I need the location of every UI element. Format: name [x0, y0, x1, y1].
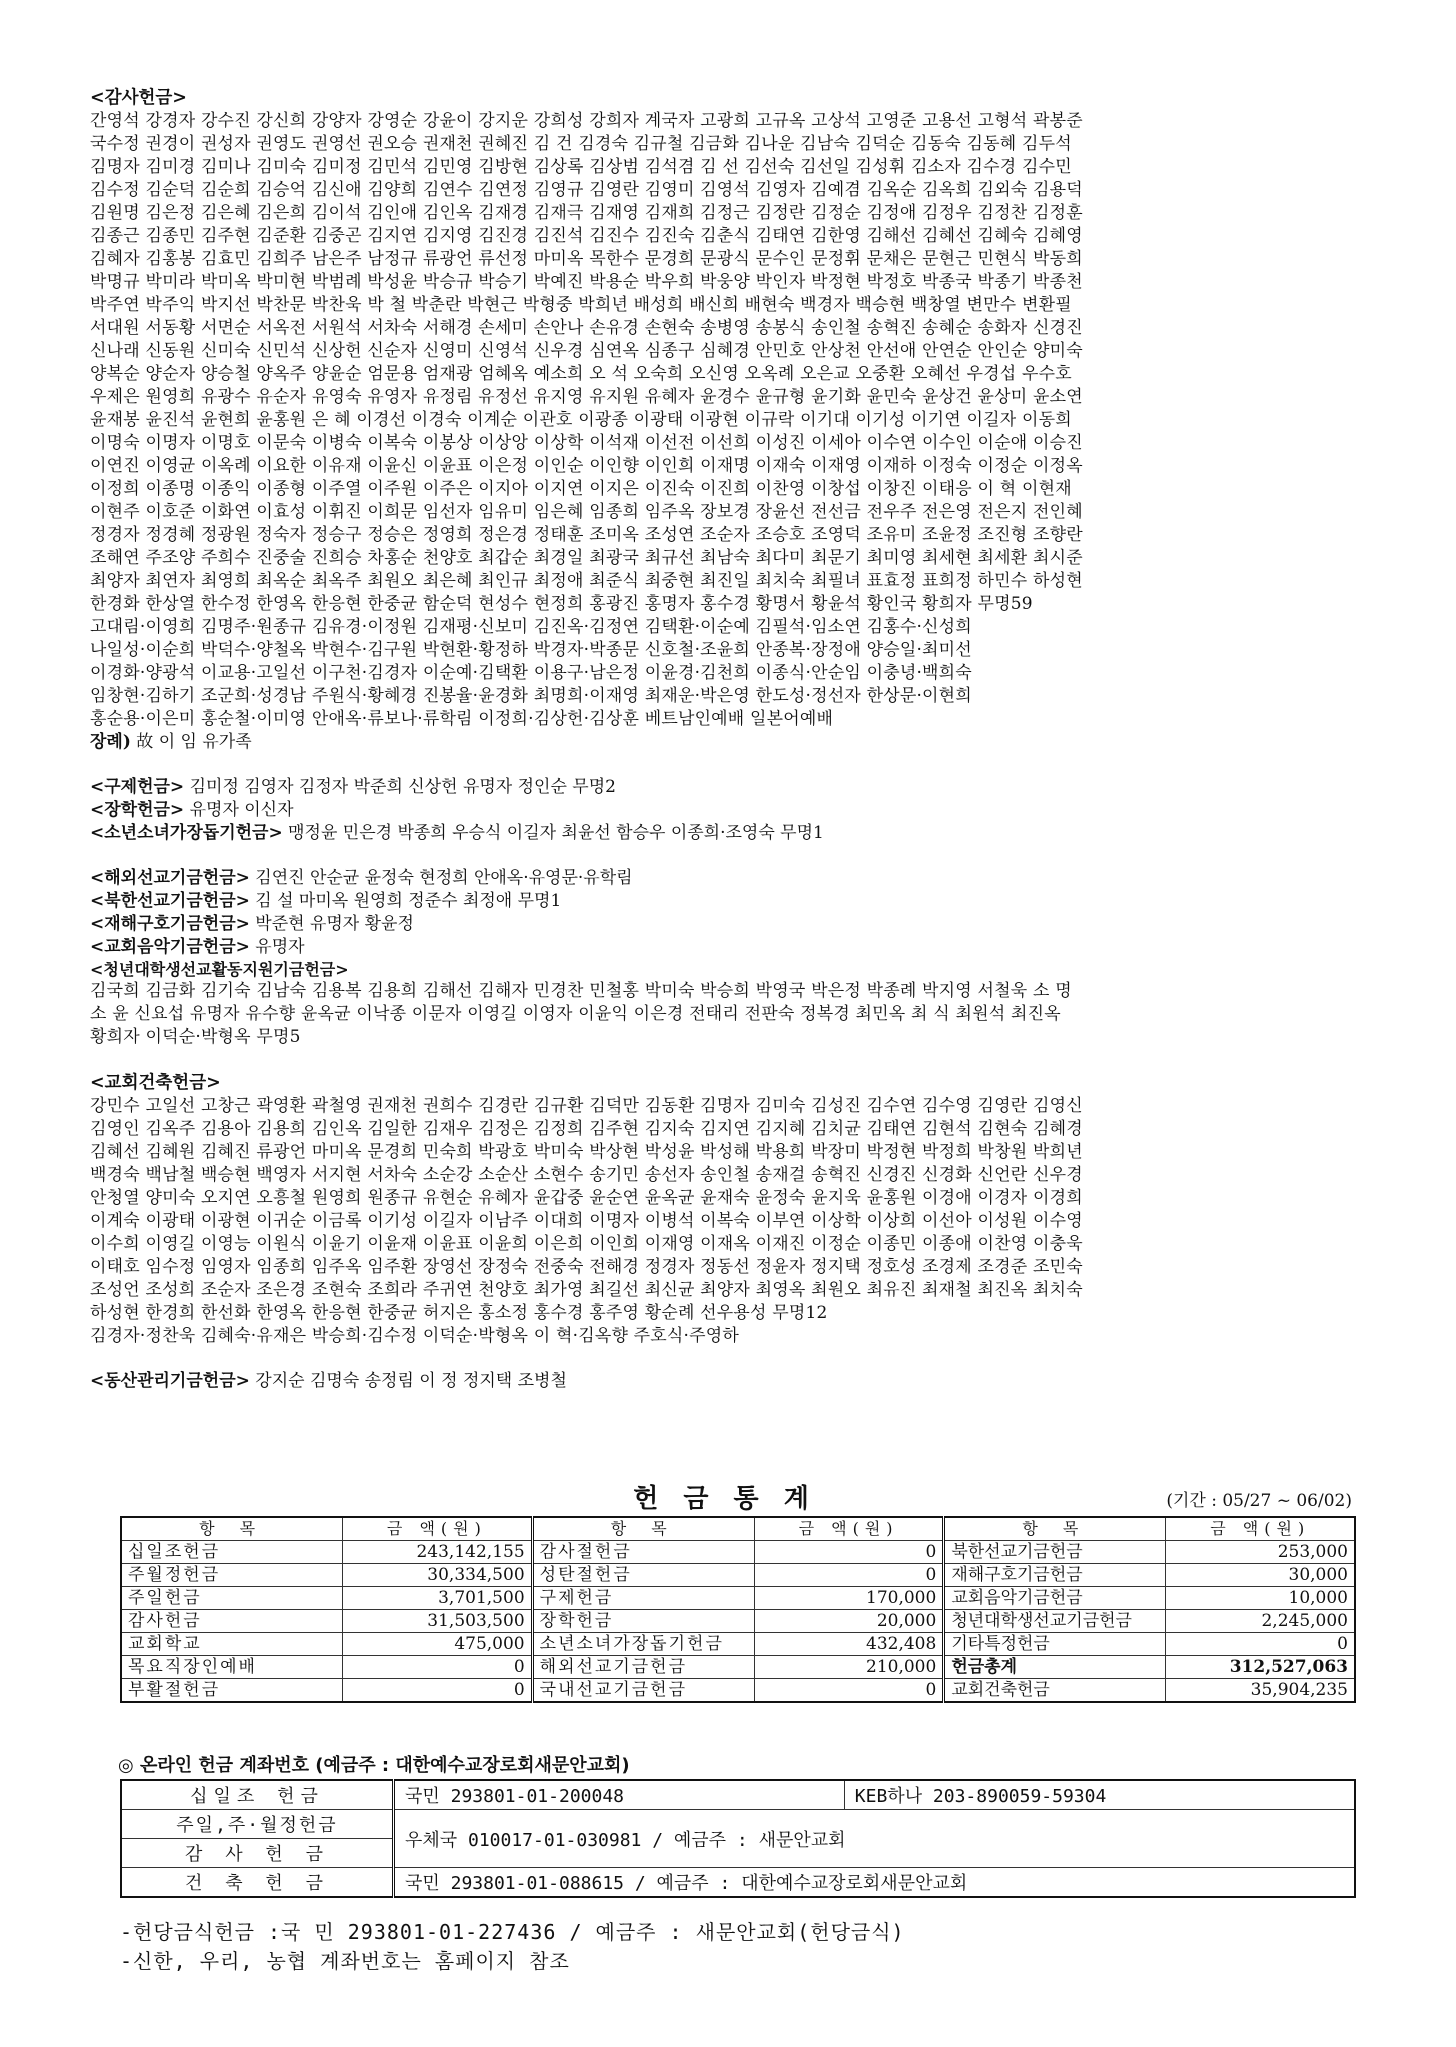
building-label: 건 축 헌 금 [121, 1868, 394, 1898]
name-line: 서대원 서동황 서면순 서옥전 서원석 서차숙 서해경 손세미 손안나 손유경 손현숙 송병영 송봉식 송인철 송혁진 송혜순 송화자 신경진 [90, 318, 1083, 338]
accounts-table [120, 1779, 1356, 1898]
section-title: <감사헌금> [90, 88, 187, 108]
item-label: 해외선교기금헌금 [532, 1656, 754, 1679]
name-line: 조성언 조성희 조순자 조은경 조현숙 조희라 주귀연 천양호 최가영 최길선 최신균 최양자 최영옥 최원오 최유진 최재철 최진옥 최치숙 [90, 1280, 1083, 1300]
name-line: 김영인 김옥주 김용아 김용희 김인옥 김일한 김재우 김정은 김정희 김주현 김지숙 김지연 김지혜 김치균 김태연 김현석 김현숙 김혜경 [90, 1119, 1083, 1139]
post-account: 우체국 010017-01-030981 / 예금주 : 새문안교회 [394, 1810, 1356, 1868]
stats-row [121, 1633, 1355, 1656]
item-label: 장학헌금 [532, 1610, 754, 1633]
stats-row [121, 1564, 1355, 1587]
donor-list: 김미정 김영자 김정자 박준희 신상헌 유명자 정인순 무명2 [189, 777, 616, 797]
stats-period: (기간 : 05/27 ~ 06/02) [1166, 1491, 1352, 1511]
item-amount: 0 [754, 1541, 944, 1564]
note-other-banks: -신한, 우리, 농협 계좌번호는 홈페이지 참조 [120, 1949, 570, 1973]
item-amount: 31,503,500 [343, 1610, 533, 1633]
item-amount: 170,000 [754, 1587, 944, 1610]
donor-list: 맹정윤 민은경 박종희 우승식 이길자 최윤선 함승우 이종희·조영숙 무명1 [288, 823, 824, 843]
item-amount: 2,245,000 [1166, 1610, 1355, 1633]
item-label: 감사절헌금 [532, 1541, 754, 1564]
item-label: 감사헌금 [121, 1610, 343, 1633]
sunday-label: 주일,주·월정헌금 [121, 1810, 394, 1839]
note-fasting: -헌당금식헌금 :국 민 293801-01-227436 / 예금주 : 새문안교회(헌당금식) [120, 1920, 905, 1944]
offering-row [90, 913, 1380, 936]
account-notes [120, 1918, 905, 1976]
stats-row [121, 1679, 1355, 1703]
header-amount: 금 액(원) [1166, 1517, 1355, 1541]
name-line: 박주연 박주익 박지선 박찬문 박찬욱 박 철 박춘란 박현근 박형중 박희년 배성희 배신희 배현숙 백경자 백승현 백창열 변만수 변환필 [90, 295, 1072, 315]
item-label: 헌금총계 [944, 1656, 1166, 1679]
item-label: 부활절헌금 [121, 1679, 343, 1703]
thanks-label: 감 사 헌 금 [121, 1839, 394, 1868]
name-line: 이계숙 이광태 이광현 이귀순 이금록 이기성 이길자 이남주 이대희 이명자 이병석 이복숙 이부연 이상학 이상희 이선아 이성원 이수영 [90, 1211, 1083, 1231]
donor-list: 김 설 마미옥 원영희 정준수 최정애 무명1 [255, 891, 562, 911]
name-line: 김경자·정찬욱 김혜숙·유재은 박승희·김수정 이덕순·박형옥 이 혁·김옥향 주호식·주영하 [90, 1326, 740, 1346]
item-label: 북한선교기금헌금 [944, 1541, 1166, 1564]
name-line: 소 윤 신요섭 유명자 유수향 윤옥균 이낙종 이문자 이영길 이영자 이윤익 이은경 전태리 전판숙 정복경 최민옥 최 식 최원석 최진옥 [90, 1004, 1061, 1024]
name-line: 조해연 주조양 주희수 진중술 진희승 차홍순 천양호 최갑순 최경일 최광국 최규선 최남숙 최다미 최문기 최미영 최세현 최세환 최시준 [90, 548, 1083, 568]
item-label: 재해구호기금헌금 [944, 1564, 1166, 1587]
section-title: <북한선교기금헌금> [90, 891, 250, 911]
name-line: 김국희 김금화 김기숙 김남숙 김용복 김용희 김해선 김해자 민경찬 민철홍 박미숙 박승희 박영국 박은정 박종례 박지영 서철욱 소 명 [90, 981, 1072, 1001]
section-title: <재해구호기금헌금> [90, 914, 250, 934]
building-account: 국민 293801-01-088615 / 예금주 : 대한예수교장로회새문안교회 [394, 1868, 1356, 1898]
offering-row [90, 822, 1380, 845]
item-amount: 30,334,500 [343, 1564, 533, 1587]
offering-row [90, 776, 1380, 799]
item-label: 청년대학생선교기금헌금 [944, 1610, 1166, 1633]
item-amount: 253,000 [1166, 1541, 1355, 1564]
header-item: 항 목 [944, 1517, 1166, 1541]
funeral-row [90, 731, 1380, 754]
item-label: 십일조헌금 [121, 1541, 343, 1564]
item-label: 주월정헌금 [121, 1564, 343, 1587]
name-line: 이명숙 이명자 이명호 이문숙 이병숙 이복숙 이봉상 이상앙 이상학 이석재 이선전 이선희 이성진 이세아 이수연 이수인 이순애 이승진 [90, 433, 1083, 453]
name-line: 홍순용·이은미 홍순철·이미영 안애옥·류보나·류학림 이정희·김상헌·김상훈 베트남인예배 일본어예배 [90, 709, 834, 729]
stats-header-row [121, 1517, 1355, 1541]
name-line: 김명자 김미경 김미나 김미숙 김미정 김민석 김민영 김방현 김상록 김상범 김석겸 김 선 김선숙 김선일 김성휘 김소자 김수경 김수민 [90, 157, 1072, 177]
item-amount: 35,904,235 [1166, 1679, 1355, 1703]
section-title: <해외선교기금헌금> [90, 868, 250, 888]
donor-list: 박준현 유명자 황윤정 [255, 914, 414, 934]
name-line: 임창현·김하기 조군희·성경남 주원식·황혜경 진봉율·윤경화 최명희·이재영 최재운·박은영 한도성·정선자 한상문·이현희 [90, 686, 972, 706]
stats-row [121, 1541, 1355, 1564]
name-line: 나일성·이순희 박덕수·양철옥 박현수·김구원 박현환·황정하 박경자·박종문 신호철·조윤희 안종복·장정애 양승일·최미선 [90, 640, 972, 660]
name-line: 백경숙 백남철 백승현 백영자 서지현 서차숙 소순강 소순산 소현수 송기민 송선자 송인철 송재걸 송혁진 신경진 신경화 신언란 신우경 [90, 1165, 1083, 1185]
sunday-row [121, 1810, 1355, 1839]
item-amount: 10,000 [1166, 1587, 1355, 1610]
item-label: 교회건축헌금 [944, 1679, 1166, 1703]
item-amount: 243,142,155 [343, 1541, 533, 1564]
item-label: 주일헌금 [121, 1587, 343, 1610]
section-title: <동산관리기금헌금> [90, 1371, 250, 1391]
stats-row [121, 1656, 1355, 1679]
section-title: <청년대학생선교활동지원기금헌금> [90, 960, 349, 979]
item-label: 교회음악기금헌금 [944, 1587, 1166, 1610]
mission-sections [90, 867, 1380, 959]
item-amount: 3,701,500 [343, 1587, 533, 1610]
donor-list [90, 110, 1380, 731]
name-line: 정경자 정경혜 정광원 정숙자 정승구 정승은 정영희 정은경 정태훈 조미옥 조성연 조순자 조승호 조영덕 조유미 조윤정 조진형 조향란 [90, 525, 1083, 545]
item-label: 소년소녀가장돕기헌금 [532, 1633, 754, 1656]
simple-sections [90, 776, 1380, 845]
offering-row [90, 890, 1380, 913]
item-amount: 210,000 [754, 1656, 944, 1679]
name-line: 안청열 양미숙 오지연 오흥철 원영희 원종규 유현순 유혜자 윤갑중 윤순연 윤옥균 윤재숙 윤정숙 윤지욱 윤홍원 이경애 이경자 이경희 [90, 1188, 1083, 1208]
section-title: <구제헌금> [90, 777, 185, 797]
item-amount: 0 [754, 1564, 944, 1587]
item-amount: 20,000 [754, 1610, 944, 1633]
item-label: 국내선교기금헌금 [532, 1679, 754, 1703]
name-line: 김혜자 김홍봉 김효민 김희주 남은주 남정규 류광언 류선정 마미옥 목한수 문경희 문광식 문수인 문정휘 문채은 문현근 민현식 박동희 [90, 249, 1083, 269]
name-line: 김혜선 김혜원 김혜진 류광언 마미옥 문경희 민숙희 박광호 박미숙 박상현 박성윤 박성해 박용희 박장미 박정현 박정희 박창원 박희년 [90, 1142, 1083, 1162]
section-title: <교회음악기금헌금> [90, 937, 250, 957]
name-line: 황희자 이덕순·박형옥 무명5 [90, 1027, 301, 1047]
funeral-label: 장례) [90, 732, 131, 752]
item-amount: 0 [343, 1656, 533, 1679]
item-amount: 475,000 [343, 1633, 533, 1656]
item-amount: 30,000 [1166, 1564, 1355, 1587]
stats-row [121, 1610, 1355, 1633]
name-line: 이수희 이영길 이영능 이원식 이윤기 이윤재 이윤표 이윤희 이은희 이인희 이재영 이재옥 이재진 이정순 이종민 이종애 이찬영 이충욱 [90, 1234, 1083, 1254]
name-line: 김종근 김종민 김주현 김준환 김중곤 김지연 김지영 김진경 김진석 김진수 김진숙 김춘식 김태연 김한영 김해선 김혜선 김혜숙 김혜영 [90, 226, 1083, 246]
building-section [90, 1071, 1380, 1348]
name-line: 김원명 김은정 김은혜 김은희 김이석 김인애 김인옥 김재경 김재극 김재영 김재희 김정근 김정란 김정순 김정애 김정우 김정찬 김정훈 [90, 203, 1083, 223]
item-label: 교회학교 [121, 1633, 343, 1656]
donor-list: 강지순 김명숙 송정림 이 정 정지택 조병철 [255, 1371, 567, 1391]
header-item: 항 목 [121, 1517, 343, 1541]
name-line: 고대림·이영희 김명주·원종규 김유경·이정원 김재평·신보미 김진옥·김정연 김택환·이순예 김필석·임소연 김홍수·신성희 [90, 617, 972, 637]
gratitude-section [90, 86, 1380, 754]
name-line: 강민수 고일선 고창근 곽영환 곽철영 권재천 권희수 김경란 김규환 김덕만 김동환 김명자 김미숙 김성진 김수연 김수영 김영란 김영신 [90, 1096, 1083, 1116]
name-line: 양복순 양순자 양승철 양옥주 양윤순 엄문용 엄재광 엄혜옥 예소희 오 석 오숙희 오신영 오옥례 오은교 오중환 오혜선 우경섭 우수호 [90, 364, 1072, 384]
donor-list: 유명자 이신자 [189, 800, 294, 820]
stats-table [120, 1516, 1356, 1703]
header-amount: 금 액(원) [754, 1517, 944, 1541]
section-title: <장학헌금> [90, 800, 185, 820]
offering-row [90, 799, 1380, 822]
name-line: 한경화 한상열 한수정 한영옥 한응현 한중균 함순덕 현성수 현정희 홍광진 홍명자 홍수경 황명서 황윤석 황인국 황희자 무명59 [90, 594, 1033, 614]
name-line: 하성현 한경희 한선화 한영옥 한응현 한중균 허지은 홍소정 홍수경 홍주영 황순례 선우용성 무명12 [90, 1303, 828, 1323]
building-row [121, 1868, 1355, 1898]
tithe-row [121, 1780, 1355, 1810]
section-title: <교회건축헌금> [90, 1073, 221, 1093]
name-line: 이정희 이종명 이종익 이종형 이주열 이주원 이주은 이지아 이지연 이지은 이진숙 이진희 이찬영 이창섭 이창진 이태응 이 혁 이현재 [90, 479, 1072, 499]
name-line: 윤재봉 윤진석 윤현희 윤홍원 은 혜 이경선 이경숙 이계순 이관호 이광종 이광태 이광현 이규락 이기대 이기성 이기연 이길자 이동희 [90, 410, 1072, 430]
offering-page [90, 86, 1380, 1393]
name-line: 국수정 권경이 권성자 권영도 권영선 권오승 권재천 권혜진 김 건 김경숙 김규철 김금화 김나운 김남숙 김덕순 김동숙 김동혜 김두석 [90, 134, 1072, 154]
header-amount: 금 액(원) [343, 1517, 533, 1541]
name-line: 김수정 김순덕 김순희 김승억 김신애 김양희 김연수 김연정 김영규 김영란 김영미 김영석 김영자 김예겸 김옥순 김옥희 김외숙 김용덕 [90, 180, 1083, 200]
item-label: 구제헌금 [532, 1587, 754, 1610]
name-line: 이경화·양광석 이교용·고일선 이구천·김경자 이순예·김택환 이용구·남은정 이윤경·김천희 이종식·안순임 이충녕·백희숙 [90, 663, 972, 683]
name-line: 이현주 이호준 이화연 이효성 이휘진 이희문 임선자 임유미 임은혜 임종희 임주옥 장보경 장윤선 전선금 전우주 전은영 전은지 전인혜 [90, 502, 1083, 522]
item-amount: 0 [1166, 1633, 1355, 1656]
donor-list: 유명자 [255, 937, 305, 957]
name-line: 이태호 임수정 임영자 임종희 임주옥 임주환 장영선 장정숙 전중숙 전해경 정경자 정동선 정윤자 정지택 정호성 조경제 조경준 조민숙 [90, 1257, 1083, 1277]
name-line: 간영석 강경자 강수진 강신희 강양자 강영순 강윤이 강지운 강희성 강희자 계국자 고광희 고규옥 고상석 고영준 고용선 고형석 곽봉준 [90, 111, 1083, 131]
stats-header [90, 1478, 1360, 1512]
donor-list [90, 980, 1380, 1049]
item-amount: 0 [754, 1679, 944, 1703]
stats-title: 헌 금 통 계 [633, 1484, 817, 1514]
accounts-title: ◎ 온라인 헌금 계좌번호 (예금주 : 대한예수교장로회새문안교회) [118, 1755, 630, 1776]
funeral-text: 故 이 임 유가족 [136, 732, 252, 752]
item-amount: 432,408 [754, 1633, 944, 1656]
name-line: 우제은 원영희 유광수 유순자 유영숙 유영자 유정림 유정선 유지영 유지원 유혜자 윤경수 윤규형 윤기화 윤민숙 윤상건 윤상미 윤소연 [90, 387, 1083, 407]
youth-section [90, 959, 1380, 1049]
section-title: <소년소녀가장돕기헌금> [90, 823, 283, 843]
item-amount: 312,527,063 [1166, 1656, 1355, 1679]
item-amount: 0 [343, 1679, 533, 1703]
offering-row [90, 936, 1380, 959]
tithe-kookmin: 국민 293801-01-200048 [394, 1780, 845, 1810]
name-line: 이연진 이영균 이옥례 이요한 이유재 이윤신 이윤표 이은정 이인순 이인향 이인희 이재명 이재숙 이재영 이재하 이정숙 이정순 이정옥 [90, 456, 1083, 476]
item-label: 목요직장인예배 [121, 1656, 343, 1679]
tithe-keb: KEB하나 203-890059-59304 [844, 1780, 1355, 1810]
donor-list [90, 1095, 1380, 1348]
donor-list: 김연진 안순균 윤정숙 현정희 안애옥·유영문·유학림 [255, 868, 633, 888]
name-line: 박명규 박미라 박미옥 박미현 박범례 박성윤 박승규 박승기 박예진 박용순 박우희 박웅양 박인자 박정현 박정호 박종국 박종기 박종천 [90, 272, 1083, 292]
item-label: 기타특정헌금 [944, 1633, 1166, 1656]
header-item: 항 목 [532, 1517, 754, 1541]
name-line: 최양자 최연자 최영희 최옥순 최옥주 최원오 최은혜 최인규 최정애 최준식 최중현 최진일 최치숙 최필녀 표효정 표희정 하민수 하성현 [90, 571, 1083, 591]
dongsan-row [90, 1370, 1380, 1393]
stats-row [121, 1587, 1355, 1610]
offering-row [90, 867, 1380, 890]
name-line: 신나래 신동원 신미숙 신민석 신상헌 신순자 신영미 신영석 신우경 심연옥 심종구 심혜경 안민호 안상천 안선애 안연순 안인순 양미숙 [90, 341, 1083, 361]
item-label: 성탄절헌금 [532, 1564, 754, 1587]
tithe-label: 십일조 헌금 [121, 1780, 394, 1810]
